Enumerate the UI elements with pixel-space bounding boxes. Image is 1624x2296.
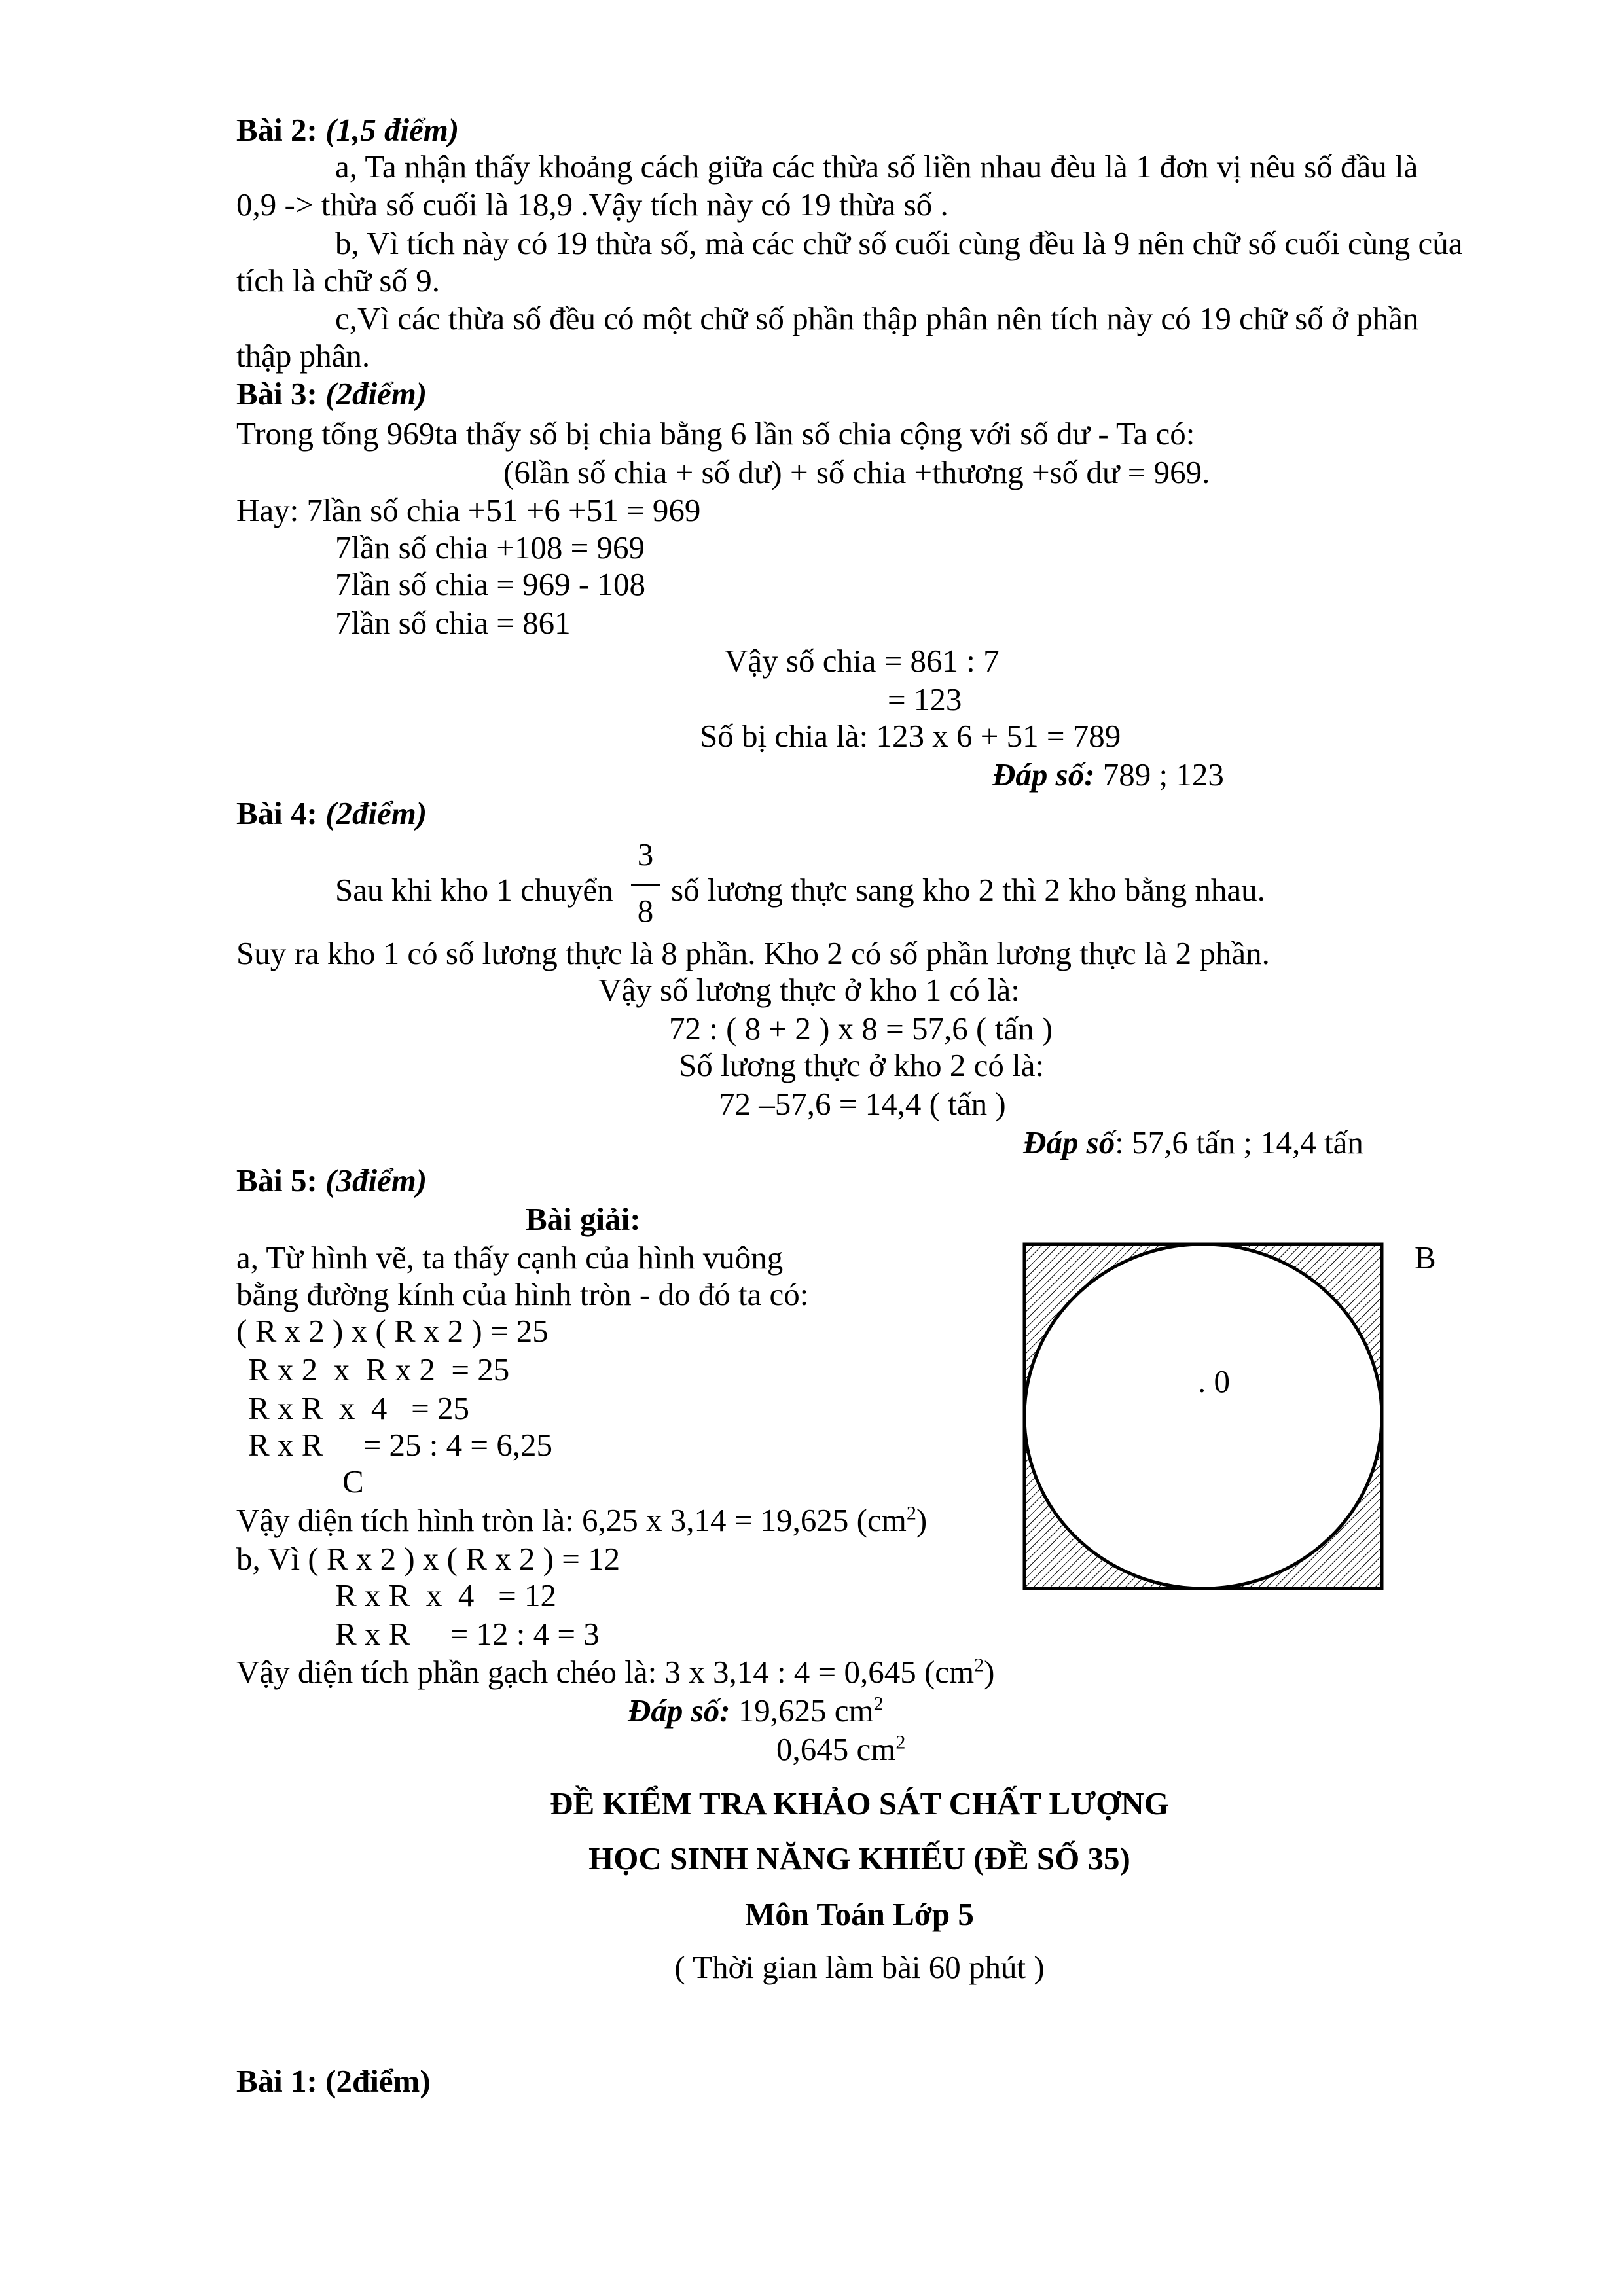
bai2-line: tích là chữ số 9. [236, 262, 440, 298]
bai3-line: 7lần số chia = 969 - 108 [335, 566, 645, 602]
bai5-line: bằng đường kính của hình tròn - do đó ta có: [236, 1276, 809, 1312]
bai3-line: Số bị chia là: 123 x 6 + 51 = 789 [700, 718, 1121, 754]
exam-time: ( Thời gian làm bài 60 phút ) [674, 1949, 1045, 1985]
bai4-points: (2điểm) [317, 795, 427, 831]
bai1-title: Bài 1: [236, 2063, 317, 2099]
answer-value: : 57,6 tấn ; 14,4 tấn [1115, 1124, 1363, 1160]
bai4-title: Bài 4: [236, 795, 317, 831]
circle [1024, 1244, 1382, 1588]
bai2-line: c,Vì các thừa số đều có một chữ số phần thập phân nên tích này có 19 chữ số ở phần [335, 300, 1419, 336]
bai2-points: (1,5 điểm) [317, 112, 460, 148]
answer-value: 0,645 cm [776, 1731, 896, 1767]
bai3-title: Bài 3: [236, 376, 317, 412]
bai3-line: = 123 [888, 681, 962, 717]
bai3-line: Trong tổng 969ta thấy số bị chia bằng 6 lần số chia cộng với số dư - Ta có: [236, 416, 1195, 452]
exam-title-2: HỌC SINH NĂNG KHIẾU (ĐỀ SỐ 35) [588, 1840, 1130, 1876]
bai5-line: R x R x 4 = 25 [248, 1390, 469, 1426]
line-text: Vậy diện tích phần gạch chéo là: 3 x 3,14 : 4 = 0,645 (cm [236, 1654, 975, 1690]
bai3-line: Hay: 7lần số chia +51 +6 +51 = 969 [236, 492, 701, 528]
bai2-line: b, Vì tích này có 19 thừa số, mà các chữ số cuối cùng đều là 9 nên chữ số cuối cùng của [335, 225, 1463, 261]
bai5-title: Bài 5: [236, 1162, 317, 1198]
answer-label: Đáp số: [628, 1693, 731, 1729]
fraction-numerator: 3 [637, 836, 654, 872]
figure-label-o: . 0 [1198, 1363, 1230, 1399]
superscript: 2 [974, 1654, 984, 1676]
bai2-line: thập phân. [236, 338, 370, 374]
line-text: Vậy diện tích hình tròn là: 6,25 x 3,14 = 19,625 (cm [236, 1502, 907, 1538]
bai4-line: Vậy số lương thực ở kho 1 có là: [598, 972, 1020, 1008]
close-paren: ) [984, 1654, 995, 1690]
bai3-heading [236, 376, 427, 412]
answer-label: Đáp số: [992, 757, 1095, 793]
bai4-sentence-after: số lương thực sang kho 2 thì 2 kho bằng nhau. [671, 872, 1265, 908]
exam-subject: Môn Toán Lớp 5 [745, 1896, 974, 1932]
bai5-line: R x R = 25 : 4 = 6,25 [248, 1427, 552, 1463]
bai2-title: Bài 2: [236, 112, 317, 148]
bai3-line: 7lần số chia = 861 [335, 605, 571, 641]
bai4-line: 72 –57,6 = 14,4 ( tấn ) [719, 1086, 1006, 1122]
bai5-answer-2 [776, 1731, 905, 1768]
bai3-line: Vậy số chia = 861 : 7 [725, 643, 1000, 679]
superscript: 2 [906, 1502, 916, 1524]
bai5-label-c: C [342, 1463, 364, 1499]
answer-value: 19,625 cm [730, 1693, 874, 1729]
bai3-answer [992, 757, 1224, 793]
bai5-line: R x R x 4 = 12 [335, 1577, 556, 1613]
bai5-line [236, 1654, 994, 1691]
fraction-bar [631, 884, 660, 886]
bai5-line: R x 2 x R x 2 = 25 [248, 1352, 510, 1388]
bai2-line: a, Ta nhận thấy khoảng cách giữa các thừa số liền nhau đèu là 1 đơn vị nêu số đầu là [335, 149, 1418, 185]
bai5-line: ( R x 2 ) x ( R x 2 ) = 25 [236, 1313, 549, 1349]
bai5-subtitle: Bài giải: [526, 1201, 641, 1237]
superscript: 2 [873, 1693, 884, 1715]
bai5-line: b, Vì ( R x 2 ) x ( R x 2 ) = 12 [236, 1541, 621, 1577]
answer-value: 789 ; 123 [1094, 757, 1224, 793]
bai3-points: (2điểm) [317, 376, 427, 412]
bai4-line: 72 : ( 8 + 2 ) x 8 = 57,6 ( tấn ) [669, 1011, 1053, 1047]
bai3-line: (6lần số chia + số dư) + số chia +thương +số dư = 969. [503, 454, 1210, 490]
answer-label: Đáp số [1023, 1124, 1115, 1160]
bai5-line: R x R = 12 : 4 = 3 [335, 1616, 600, 1652]
bai4-line: Suy ra kho 1 có số lương thực là 8 phần. Kho 2 có số phần lương thực là 2 phần. [236, 935, 1270, 971]
bai4-heading [236, 795, 427, 832]
bai5-line: a, Từ hình vẽ, ta thấy cạnh của hình vuông [236, 1240, 784, 1276]
bai5-points: (3điểm) [317, 1162, 427, 1198]
fraction-denominator: 8 [637, 893, 654, 929]
square-circle-figure [1021, 1241, 1388, 1594]
bai1-points: (2điểm) [317, 2063, 431, 2099]
bai1-heading [236, 2063, 431, 2100]
bai4-line: Số lương thực ở kho 2 có là: [679, 1047, 1045, 1083]
bai2-line: 0,9 -> thừa số cuối là 18,9 .Vậy tích này có 19 thừa số . [236, 187, 948, 223]
bai4-answer [1023, 1124, 1363, 1161]
exam-title-1: ĐỀ KIỂM TRA KHẢO SÁT CHẤT LƯỢNG [550, 1785, 1169, 1821]
bai4-sentence-before: Sau khi kho 1 chuyển [335, 872, 613, 908]
bai3-line: 7lần số chia +108 = 969 [335, 529, 645, 565]
bai5-line [236, 1502, 927, 1539]
close-paren: ) [916, 1502, 928, 1538]
bai5-heading [236, 1162, 427, 1199]
bai5-answer [628, 1693, 884, 1729]
bai2-heading [236, 112, 459, 149]
superscript: 2 [895, 1731, 906, 1753]
figure-label-b: B [1415, 1240, 1436, 1276]
